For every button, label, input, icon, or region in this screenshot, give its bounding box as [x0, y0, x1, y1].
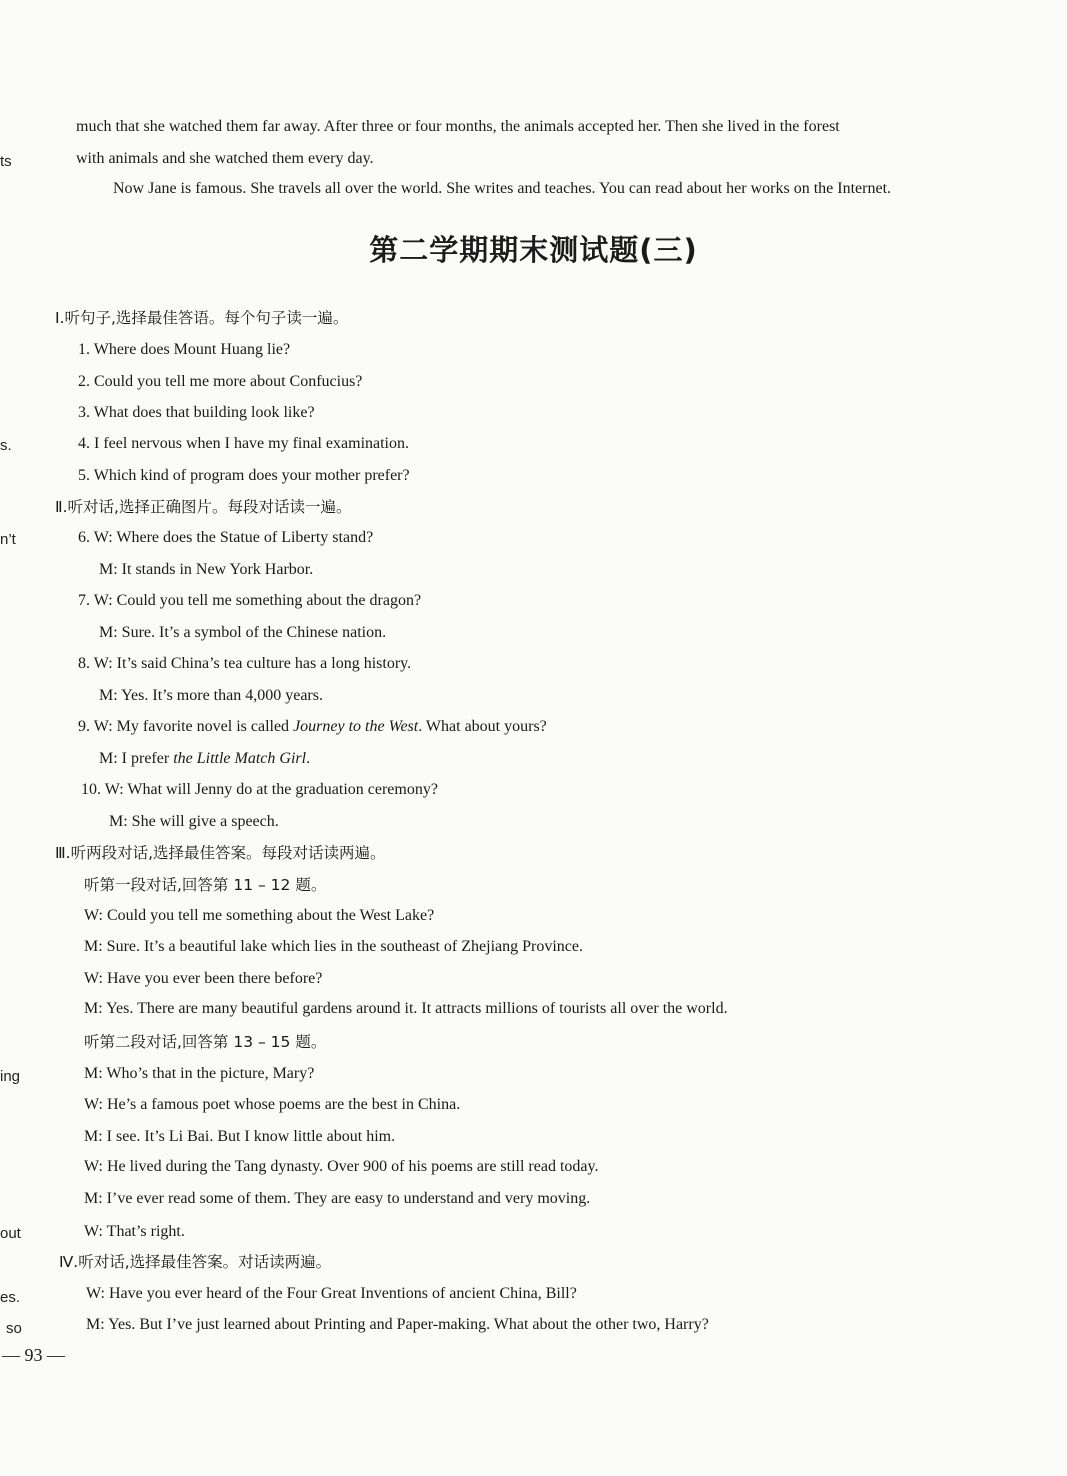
margin-fragment: so: [6, 1320, 22, 1337]
dialogue-line: W: Have you ever heard of the Four Great Inventions of ancient China, Bill?: [86, 1285, 577, 1302]
question-item: 3. What does that building look like?: [78, 404, 315, 421]
margin-fragment: ing: [0, 1068, 21, 1085]
margin-fragment: s.: [0, 437, 12, 454]
dialogue-text: .: [306, 750, 311, 767]
dialogue-line: [99, 749, 310, 769]
section-heading: Ⅳ.听对话,选择最佳答案。对话读两遍。: [59, 1253, 332, 1271]
dialogue-line: M: Sure. It’s a symbol of the Chinese nation.: [99, 624, 387, 641]
dialogue-line: 6. W: Where does the Statue of Liberty stand?: [78, 529, 374, 546]
dialogue-line: M: Yes. But I’ve just learned about Printing and Paper-making. What about the other two, Harry?: [86, 1316, 709, 1333]
margin-fragment: es.: [0, 1289, 21, 1306]
dialogue-line: M: Sure. It’s a beautiful lake which lies in the southeast of Zhejiang Province.: [84, 938, 583, 955]
dialogue-line: M: She will give a speech.: [109, 813, 279, 830]
dialogue-text: M: I prefer: [99, 750, 174, 767]
margin-fragment: n’t: [0, 531, 16, 548]
book-title: the Little Match Girl: [173, 750, 307, 767]
dialogue-line: 8. W: It’s said China’s tea culture has a long history.: [78, 655, 412, 672]
question-item: 5. Which kind of program does your mother prefer?: [78, 467, 410, 484]
question-item: 4. I feel nervous when I have my final examination.: [78, 435, 409, 452]
paragraph-line: much that she watched them far away. After three or four months, the animals accepted her. Then she lived in the forest: [76, 118, 840, 135]
question-item: 2. Could you tell me more about Confucius?: [78, 373, 363, 390]
dialogue-line: 10. W: What will Jenny do at the graduation ceremony?: [81, 781, 438, 798]
question-item: 1. Where does Mount Huang lie?: [78, 341, 291, 358]
page-title: 第二学期期末测试题(三): [369, 233, 698, 267]
dialogue-line: M: Yes. There are many beautiful gardens around it. It attracts millions of tourists all over the world.: [84, 1000, 728, 1017]
dialogue-line: M: Who’s that in the picture, Mary?: [84, 1065, 315, 1082]
dialogue-line: W: Could you tell me something about the West Lake?: [84, 907, 435, 924]
dialogue-line: 7. W: Could you tell me something about the dragon?: [78, 592, 422, 609]
dialogue-line: W: He lived during the Tang dynasty. Over 900 of his poems are still read today.: [84, 1158, 599, 1175]
dialogue-line: M: I’ve ever read some of them. They are easy to understand and very moving.: [84, 1190, 591, 1207]
section-heading: Ⅰ.听句子,选择最佳答语。每个句子读一遍。: [55, 309, 349, 327]
dialogue-line: [78, 717, 547, 737]
section-heading: Ⅱ.听对话,选择正确图片。每段对话读一遍。: [55, 498, 352, 516]
dialogue-line: M: It stands in New York Harbor.: [99, 561, 314, 578]
dialogue-line: M: Yes. It’s more than 4,000 years.: [99, 687, 323, 704]
book-title: Journey to the West: [293, 718, 419, 735]
dialogue-line: W: That’s right.: [84, 1223, 185, 1240]
margin-fragment: ts: [0, 153, 12, 170]
sub-heading: 听第二段对话,回答第 13 – 15 题。: [84, 1033, 327, 1051]
section-heading: Ⅲ.听两段对话,选择最佳答案。每段对话读两遍。: [55, 844, 386, 862]
dialogue-text: 9. W: My favorite novel is called: [78, 718, 294, 735]
margin-fragment: out: [0, 1225, 21, 1242]
page-number: — 93 —: [2, 1345, 65, 1365]
paragraph-line: with animals and she watched them every day.: [76, 150, 374, 167]
dialogue-line: M: I see. It’s Li Bai. But I know little about him.: [84, 1128, 396, 1145]
dialogue-text: . What about yours?: [418, 718, 547, 735]
dialogue-line: W: Have you ever been there before?: [84, 970, 323, 987]
paragraph-line: Now Jane is famous. She travels all over the world. She writes and teaches. You can read about her works on the Internet.: [113, 180, 892, 197]
sub-heading: 听第一段对话,回答第 11 – 12 题。: [84, 876, 327, 894]
dialogue-line: W: He’s a famous poet whose poems are the best in China.: [84, 1096, 461, 1113]
